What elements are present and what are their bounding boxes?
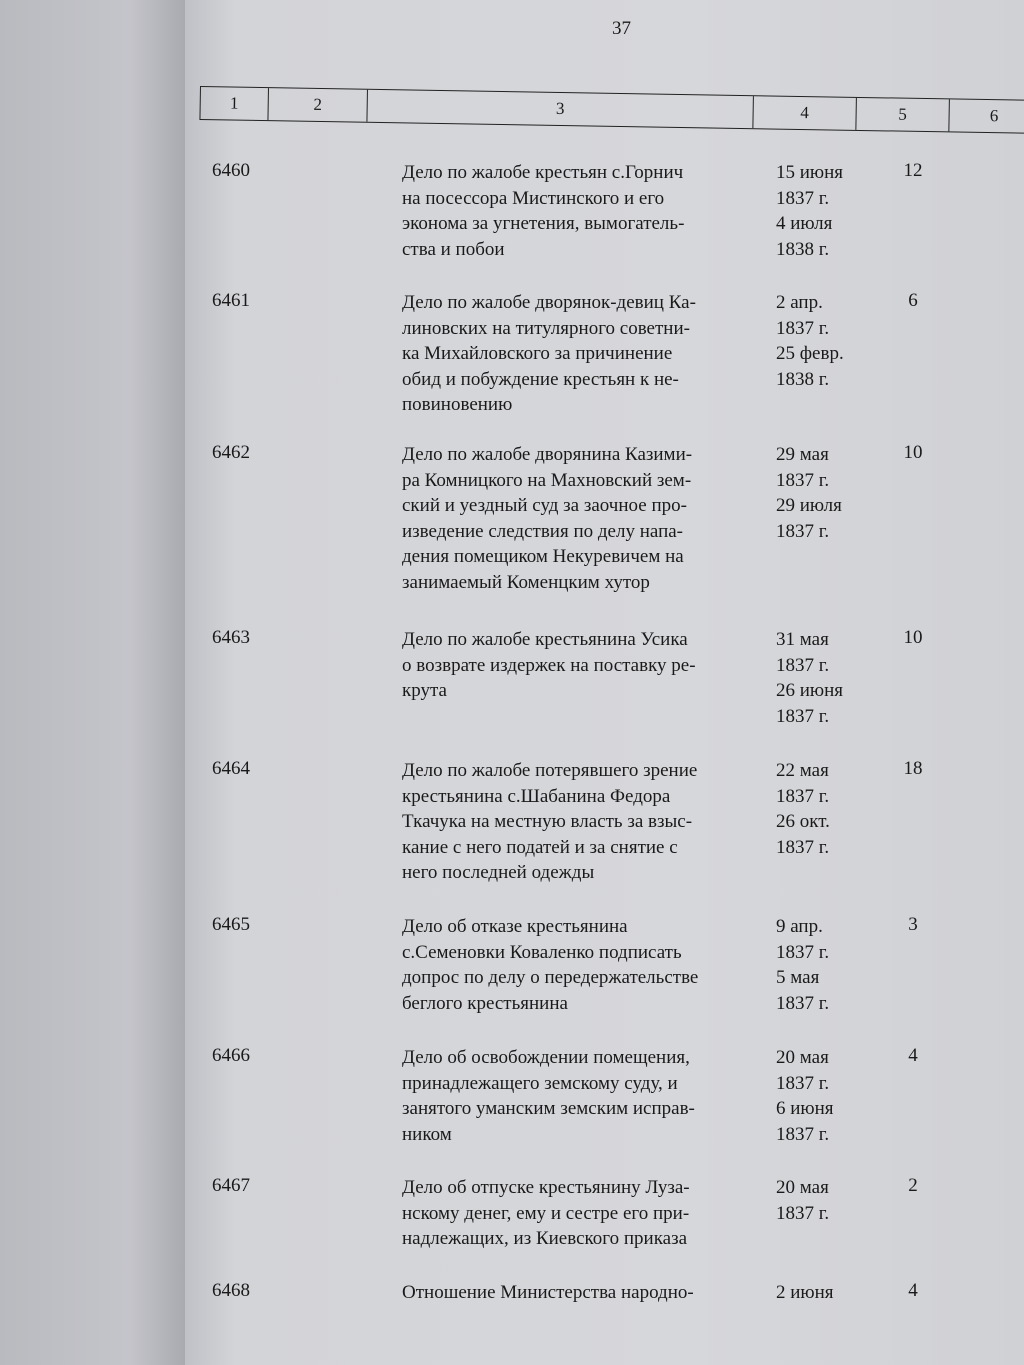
description-line: занятого уманским земским исправ- <box>402 1098 695 1119</box>
entry-sheet-count: 18 <box>903 758 923 779</box>
date-line: 31 мая <box>776 629 829 650</box>
date-line: 1837 г. <box>776 941 830 963</box>
description-line: повиновению <box>402 394 513 415</box>
entry-dates <box>776 914 886 1016</box>
description-line: крута <box>402 680 447 701</box>
entry-description <box>402 1280 772 1306</box>
date-line: 4 июля <box>776 213 833 234</box>
date-line: 1837 г. <box>776 992 830 1014</box>
entry-sheet-count: 12 <box>903 160 923 181</box>
date-line: 1837 г. <box>776 520 830 542</box>
date-line: 1837 г. <box>776 785 830 807</box>
entry-number: 6466 <box>212 1045 250 1066</box>
column-header-4: 4 <box>753 96 857 130</box>
entry-description <box>402 758 772 886</box>
entry-dates <box>776 627 886 729</box>
date-line: 25 февр. <box>776 343 844 364</box>
description-line: Дело по жалобе дворянок-девиц Ка- <box>402 292 696 313</box>
date-line: 1837 г. <box>776 1123 830 1145</box>
date-line: 1837 г. <box>776 469 830 491</box>
description-line: линовских на титулярного советни- <box>402 317 690 339</box>
date-line: 15 июня <box>776 162 844 183</box>
date-line: 20 мая <box>776 1177 829 1198</box>
description-line: эконома за угнетения, вымогатель- <box>402 213 685 234</box>
date-line: 1837 г. <box>776 187 830 209</box>
date-line: 1838 г. <box>776 368 830 390</box>
description-line: Дело по жалобе крестьян с.Горнич <box>402 162 684 183</box>
column-header-1: 1 <box>200 87 269 120</box>
date-line: 1837 г. <box>776 705 830 727</box>
description-line: крестьянина с.Шабанина Федора <box>402 785 671 807</box>
entry-dates <box>776 1280 886 1306</box>
description-line: Ткачука на местную власть за взыс- <box>402 811 693 832</box>
description-line: о возврате издержек на поставку ре- <box>402 654 696 676</box>
description-line: ка Михайловского за причинение <box>402 343 673 364</box>
entry-number: 6462 <box>212 442 250 463</box>
description-line: кание с него податей и за снятие с <box>402 836 678 858</box>
date-line: 5 мая <box>776 967 820 988</box>
entry-dates <box>776 758 886 860</box>
description-line: занимаемый Коменцким хутор <box>402 571 650 593</box>
date-line: 22 мая <box>776 760 829 781</box>
date-line: 1837 г. <box>776 1072 830 1094</box>
date-line: 9 апр. <box>776 916 823 937</box>
description-line: Дело по жалобе крестьянина Усика <box>402 629 688 650</box>
entry-description <box>402 1175 772 1252</box>
description-line: на посессора Мистинского и его <box>402 187 665 209</box>
description-line: обид и побуждение крестьян к не- <box>402 368 679 390</box>
description-line: беглого крестьянина <box>402 992 568 1014</box>
date-line: 2 апр. <box>776 292 823 313</box>
entry-number: 6460 <box>212 160 250 181</box>
entry-number: 6467 <box>212 1175 250 1196</box>
entry-number: 6468 <box>212 1280 250 1301</box>
column-header-3: 3 <box>367 90 753 128</box>
entry-description <box>402 914 772 1016</box>
facing-page-edge <box>0 0 185 1365</box>
description-line: надлежащих, из Киевского приказа <box>402 1228 688 1249</box>
description-line: ства и побои <box>402 238 505 260</box>
entry-dates <box>776 1175 886 1226</box>
description-line: нскому денег, ему и сестре его при- <box>402 1202 690 1224</box>
entry-sheet-count: 4 <box>908 1280 918 1301</box>
description-line: Дело по жалобе дворянина Казими- <box>402 444 693 465</box>
date-line: 26 окт. <box>776 811 830 832</box>
date-line: 1837 г. <box>776 1202 830 1224</box>
entry-dates <box>776 290 886 392</box>
date-line: 29 мая <box>776 444 829 465</box>
date-line: 29 июля <box>776 495 842 516</box>
description-line: Дело об отказе крестьянина <box>402 916 628 937</box>
entry-number: 6463 <box>212 627 250 648</box>
entry-dates <box>776 442 886 544</box>
entry-number: 6464 <box>212 758 250 779</box>
date-line: 6 июня <box>776 1098 834 1119</box>
description-line: ником <box>402 1123 452 1145</box>
date-line: 1838 г. <box>776 238 830 260</box>
description-line: Дело по жалобе потерявшего зрение <box>402 760 698 781</box>
entry-description <box>402 1045 772 1147</box>
entry-sheet-count: 10 <box>903 442 923 463</box>
description-line: Отношение Министерства народно- <box>402 1282 694 1303</box>
description-line: допрос по делу о передержательстве <box>402 967 699 988</box>
date-line: 20 мая <box>776 1047 829 1068</box>
description-line: Дело об отпуске крестьянину Луза- <box>402 1177 690 1198</box>
entry-sheet-count: 2 <box>908 1175 918 1196</box>
column-header-6: 6 <box>989 106 999 126</box>
date-line: 2 июня <box>776 1282 834 1303</box>
description-line: Дело об освобождении помещения, <box>402 1047 690 1068</box>
entry-description <box>402 290 772 418</box>
page-number: 37 <box>612 18 631 39</box>
date-line: 1837 г. <box>776 317 830 339</box>
date-line: 26 июня <box>776 680 844 701</box>
entry-dates <box>776 160 886 262</box>
column-header-2: 2 <box>268 88 368 122</box>
description-line: ский и уездный суд за заочное про- <box>402 495 687 516</box>
column-header-5: 5 <box>856 98 950 132</box>
description-line: изведение следствия по делу напа- <box>402 520 683 542</box>
entry-sheet-count: 10 <box>903 627 923 648</box>
entry-sheet-count: 3 <box>908 914 918 935</box>
entry-sheet-count: 4 <box>908 1045 918 1066</box>
description-line: с.Семеновки Коваленко подписать <box>402 941 682 963</box>
entry-sheet-count: 6 <box>908 290 918 311</box>
description-line: ра Комницкого на Махновский зем- <box>402 469 692 491</box>
description-line: него последней одежды <box>402 862 595 883</box>
entry-description <box>402 627 772 704</box>
date-line: 1837 г. <box>776 836 830 858</box>
description-line: дения помещиком Некуревичем на <box>402 546 684 567</box>
entry-dates <box>776 1045 886 1147</box>
entry-number: 6461 <box>212 290 250 311</box>
description-line: принадлежащего земскому суду, и <box>402 1072 678 1094</box>
entry-description <box>402 160 772 262</box>
entry-number: 6465 <box>212 914 250 935</box>
date-line: 1837 г. <box>776 654 830 676</box>
entry-description <box>402 442 772 595</box>
